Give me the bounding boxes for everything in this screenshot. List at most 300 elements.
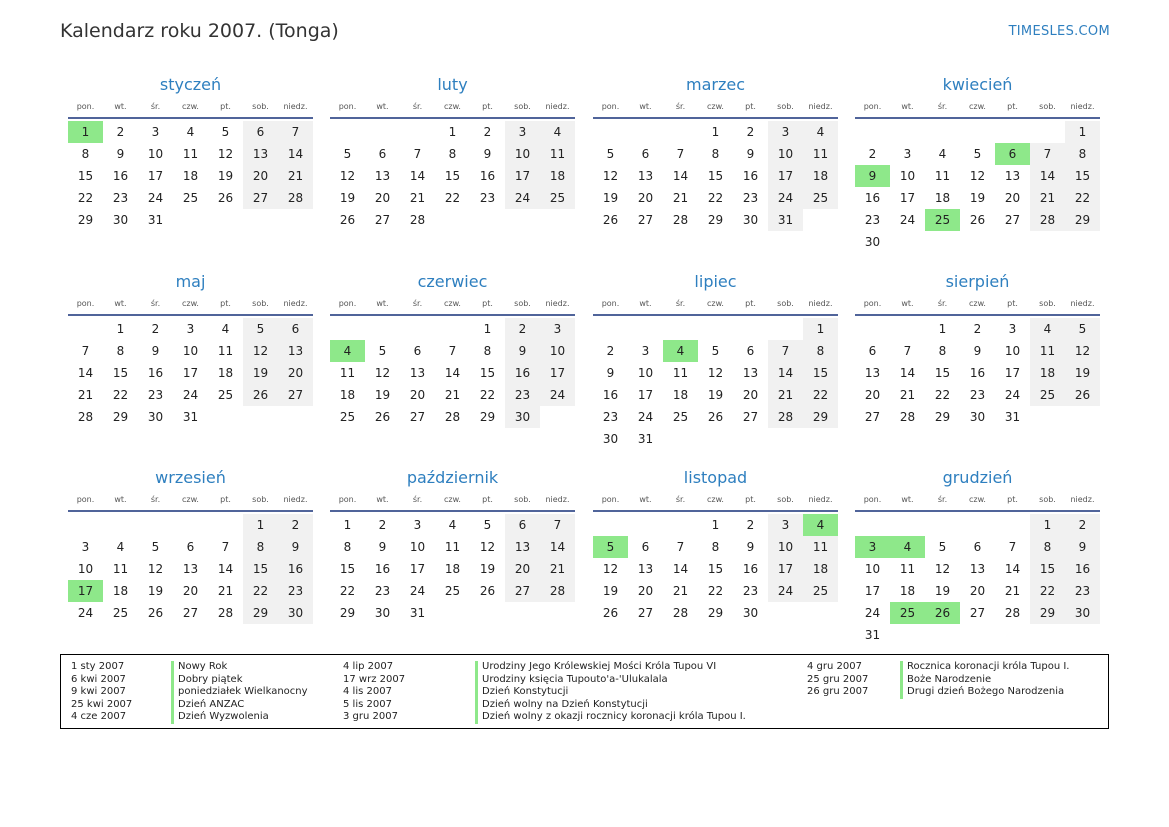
legend-holiday-name: Dzień wolny na Dzień Konstytucji — [475, 699, 746, 712]
day-cell: 5 — [378, 344, 387, 358]
weekday-label: sob. — [777, 299, 794, 308]
day-cell: 30 — [742, 606, 759, 620]
day-cell: 12 — [934, 562, 951, 576]
day-cell: 18 — [672, 388, 689, 402]
page-title: Kalendarz roku 2007. (Tonga) — [60, 20, 339, 42]
weekday-label: śr. — [937, 299, 948, 308]
day-cell: 13 — [374, 169, 391, 183]
day-cell: 31 — [182, 410, 199, 424]
weekday-label: pt. — [482, 102, 493, 111]
day-cell: 14 — [278, 143, 313, 165]
day-cell: 30 — [374, 606, 391, 620]
day-cell: 3 — [540, 318, 575, 340]
empty-cell — [890, 318, 925, 340]
day-cell: 19 — [479, 562, 496, 576]
empty-cell — [995, 121, 1030, 143]
empty-cell — [960, 514, 995, 536]
day-cell: 17 — [182, 366, 199, 380]
empty-cell — [890, 121, 925, 143]
legend-date: 4 cze 2007 — [71, 711, 127, 723]
weekday-label: niedz. — [283, 102, 308, 111]
weekday-label: pon. — [601, 102, 620, 111]
month-name: listopad — [683, 468, 748, 487]
day-cell: 24 — [768, 580, 803, 602]
day-cell: 13 — [969, 562, 986, 576]
month-block — [855, 467, 1100, 646]
weekday-label: wt. — [114, 495, 127, 504]
day-cell: 19 — [1065, 362, 1100, 384]
day-cell: 27 — [182, 606, 199, 620]
day-cell: 20 — [637, 584, 654, 598]
day-cell: 16 — [505, 362, 540, 384]
day-cell: 23 — [479, 191, 496, 205]
weekday-label: niedz. — [545, 299, 570, 308]
legend-holiday-name: Urodziny Jego Królewskiej Mości Króla Tupou VI — [475, 661, 746, 674]
weekday-label: niedz. — [545, 102, 570, 111]
holiday-day-cell: 3 — [855, 536, 890, 558]
weekday-label: sob. — [514, 299, 531, 308]
month-name: lipiec — [694, 272, 737, 291]
day-cell: 9 — [116, 147, 125, 161]
day-cell: 16 — [278, 558, 313, 580]
weekday-label: sob. — [252, 495, 269, 504]
day-cell: 25 — [112, 606, 129, 620]
weekday-label: niedz. — [283, 299, 308, 308]
day-grid — [68, 318, 313, 428]
empty-cell — [768, 318, 803, 340]
weekday-label: śr. — [412, 299, 423, 308]
day-cell: 22 — [1065, 187, 1100, 209]
holiday-day-cell: 25 — [890, 602, 925, 624]
day-cell: 10 — [505, 143, 540, 165]
empty-cell — [1030, 121, 1065, 143]
day-cell: 12 — [479, 540, 496, 554]
weekday-label: wt. — [114, 102, 127, 111]
day-cell: 3 — [768, 121, 803, 143]
day-cell: 24 — [505, 187, 540, 209]
empty-cell — [925, 514, 960, 536]
day-cell: 26 — [217, 191, 234, 205]
weekday-label: czw. — [182, 102, 199, 111]
day-cell: 2 — [378, 518, 387, 532]
day-cell: 27 — [969, 606, 986, 620]
day-cell: 19 — [934, 584, 951, 598]
day-cell: 15 — [243, 558, 278, 580]
month-block — [68, 74, 313, 231]
day-cell: 24 — [637, 410, 654, 424]
day-cell: 21 — [217, 584, 234, 598]
weekday-label: niedz. — [808, 495, 833, 504]
day-cell: 11 — [444, 540, 461, 554]
day-cell: 24 — [768, 187, 803, 209]
empty-cell — [663, 514, 698, 536]
day-cell: 29 — [243, 602, 278, 624]
day-cell: 22 — [1030, 580, 1065, 602]
weekday-label: wt. — [114, 299, 127, 308]
day-cell: 13 — [637, 169, 654, 183]
day-cell: 25 — [444, 584, 461, 598]
empty-cell — [663, 318, 698, 340]
day-cell: 7 — [768, 340, 803, 362]
day-cell: 29 — [934, 410, 951, 424]
day-cell: 10 — [768, 143, 803, 165]
day-cell: 7 — [413, 147, 422, 161]
day-cell: 11 — [182, 147, 199, 161]
legend-date: 1 sty 2007 — [71, 661, 125, 672]
legend-names-column — [900, 661, 1069, 699]
weekday-label: czw. — [969, 495, 986, 504]
weekday-label: śr. — [150, 299, 161, 308]
holiday-day-cell: 6 — [995, 143, 1030, 165]
day-cell: 20 — [969, 584, 986, 598]
month-name: maj — [175, 272, 206, 291]
weekday-label: niedz. — [1070, 299, 1095, 308]
weekday-label: pt. — [745, 102, 756, 111]
day-cell: 10 — [1004, 344, 1021, 358]
weekday-label: wt. — [376, 299, 389, 308]
weekday-label: pon. — [863, 299, 882, 308]
day-cell: 22 — [707, 584, 724, 598]
holiday-day-cell: 4 — [803, 514, 838, 536]
day-cell: 16 — [969, 366, 986, 380]
month-name: kwiecień — [942, 75, 1013, 94]
day-cell: 17 — [540, 362, 575, 384]
holiday-day-cell: 4 — [330, 340, 365, 362]
day-cell: 19 — [602, 584, 619, 598]
day-cell: 30 — [505, 406, 540, 428]
day-cell: 9 — [505, 340, 540, 362]
day-cell: 5 — [1065, 318, 1100, 340]
day-cell: 4 — [540, 121, 575, 143]
day-cell: 4 — [448, 518, 457, 532]
holiday-day-cell: 9 — [855, 165, 890, 187]
day-cell: 26 — [969, 213, 986, 227]
day-cell: 18 — [339, 388, 356, 402]
weekday-header — [593, 101, 838, 119]
day-cell: 6 — [641, 147, 650, 161]
day-cell: 3 — [413, 518, 422, 532]
day-cell: 30 — [1065, 602, 1100, 624]
day-cell: 25 — [803, 580, 838, 602]
day-cell: 15 — [479, 366, 496, 380]
day-cell: 3 — [81, 540, 90, 554]
empty-cell — [400, 318, 435, 340]
day-cell: 19 — [147, 584, 164, 598]
day-grid — [593, 318, 838, 450]
weekday-label: śr. — [675, 102, 686, 111]
day-cell: 2 — [505, 318, 540, 340]
holiday-legend — [60, 654, 1109, 729]
empty-cell — [628, 121, 663, 143]
day-cell: 3 — [505, 121, 540, 143]
weekday-label: wt. — [901, 299, 914, 308]
legend-date: 3 gru 2007 — [343, 711, 398, 723]
weekday-label: sob. — [777, 495, 794, 504]
day-cell: 30 — [147, 410, 164, 424]
day-grid — [68, 121, 313, 231]
weekday-label: sob. — [252, 299, 269, 308]
day-cell: 17 — [1004, 366, 1021, 380]
month-name: październik — [406, 468, 499, 487]
weekday-label: niedz. — [808, 299, 833, 308]
day-cell: 14 — [540, 536, 575, 558]
weekday-label: czw. — [182, 299, 199, 308]
empty-cell — [173, 514, 208, 536]
legend-dates-column — [807, 661, 868, 699]
weekday-label: pon. — [76, 102, 95, 111]
day-cell: 8 — [483, 344, 492, 358]
day-cell: 5 — [151, 540, 160, 554]
weekday-label: czw. — [444, 495, 461, 504]
day-cell: 28 — [768, 406, 803, 428]
day-cell: 29 — [112, 410, 129, 424]
day-cell: 23 — [864, 213, 881, 227]
weekday-header — [593, 494, 838, 512]
day-cell: 18 — [803, 165, 838, 187]
day-cell: 28 — [672, 213, 689, 227]
day-cell: 21 — [899, 388, 916, 402]
day-cell: 14 — [768, 362, 803, 384]
day-cell: 21 — [768, 384, 803, 406]
day-cell: 9 — [278, 536, 313, 558]
weekday-label: pon. — [338, 495, 357, 504]
weekday-header — [593, 298, 838, 316]
day-cell: 18 — [934, 191, 951, 205]
weekday-label: pt. — [1007, 299, 1018, 308]
day-cell: 2 — [746, 518, 755, 532]
day-cell: 6 — [868, 344, 877, 358]
day-cell: 11 — [803, 536, 838, 558]
day-cell: 4 — [221, 322, 230, 336]
day-cell: 27 — [409, 410, 426, 424]
day-cell: 17 — [768, 165, 803, 187]
weekday-label: śr. — [412, 495, 423, 504]
empty-cell — [593, 514, 628, 536]
month-name: wrzesień — [155, 468, 226, 487]
day-cell: 28 — [540, 580, 575, 602]
weekday-label: śr. — [150, 102, 161, 111]
day-cell: 27 — [637, 606, 654, 620]
day-cell: 8 — [116, 344, 125, 358]
weekday-label: czw. — [707, 299, 724, 308]
day-cell: 29 — [339, 606, 356, 620]
day-grid — [68, 514, 313, 624]
day-cell: 5 — [973, 147, 982, 161]
empty-cell — [208, 514, 243, 536]
weekday-label: wt. — [376, 495, 389, 504]
day-cell: 21 — [77, 388, 94, 402]
day-cell: 26 — [707, 410, 724, 424]
legend-dates-column — [343, 661, 405, 724]
day-cell: 10 — [864, 562, 881, 576]
day-cell: 27 — [1004, 213, 1021, 227]
day-cell: 16 — [374, 562, 391, 576]
day-cell: 28 — [1030, 209, 1065, 231]
weekday-label: śr. — [675, 495, 686, 504]
month-name: styczeń — [159, 75, 222, 94]
day-cell: 1 — [483, 322, 492, 336]
day-cell: 29 — [479, 410, 496, 424]
day-cell: 14 — [1030, 165, 1065, 187]
holiday-day-cell: 1 — [68, 121, 103, 143]
day-cell: 18 — [1030, 362, 1065, 384]
empty-cell — [628, 514, 663, 536]
day-cell: 6 — [505, 514, 540, 536]
empty-cell — [890, 514, 925, 536]
day-cell: 20 — [742, 388, 759, 402]
day-cell: 24 — [1004, 388, 1021, 402]
site-link[interactable]: TIMESLES.COM — [1008, 24, 1110, 39]
day-cell: 17 — [409, 562, 426, 576]
day-cell: 20 — [243, 165, 278, 187]
weekday-label: pon. — [338, 102, 357, 111]
day-cell: 15 — [707, 169, 724, 183]
day-cell: 25 — [1030, 384, 1065, 406]
day-cell: 3 — [186, 322, 195, 336]
day-cell: 1 — [711, 125, 720, 139]
weekday-label: niedz. — [545, 495, 570, 504]
day-cell: 23 — [742, 584, 759, 598]
day-cell: 10 — [409, 540, 426, 554]
day-cell: 31 — [768, 209, 803, 231]
day-cell: 23 — [147, 388, 164, 402]
day-cell: 29 — [803, 406, 838, 428]
empty-cell — [593, 318, 628, 340]
day-cell: 14 — [217, 562, 234, 576]
day-cell: 7 — [1008, 540, 1017, 554]
day-cell: 18 — [899, 584, 916, 598]
day-cell: 8 — [711, 147, 720, 161]
day-cell: 19 — [217, 169, 234, 183]
day-cell: 15 — [934, 366, 951, 380]
holiday-day-cell: 4 — [890, 536, 925, 558]
weekday-label: sob. — [1039, 495, 1056, 504]
day-cell: 7 — [1030, 143, 1065, 165]
empty-cell — [365, 121, 400, 143]
day-cell: 25 — [672, 410, 689, 424]
day-cell: 22 — [803, 384, 838, 406]
day-cell: 15 — [339, 562, 356, 576]
legend-holiday-name: Boże Narodzenie — [900, 674, 1069, 687]
day-cell: 21 — [540, 558, 575, 580]
day-cell: 30 — [969, 410, 986, 424]
day-cell: 28 — [77, 410, 94, 424]
day-cell: 5 — [711, 344, 720, 358]
day-cell: 4 — [116, 540, 125, 554]
day-cell: 20 — [182, 584, 199, 598]
day-cell: 3 — [641, 344, 650, 358]
day-cell: 24 — [540, 384, 575, 406]
day-cell: 18 — [444, 562, 461, 576]
day-cell: 14 — [77, 366, 94, 380]
day-cell: 10 — [182, 344, 199, 358]
day-cell: 17 — [768, 558, 803, 580]
day-cell: 3 — [1008, 322, 1017, 336]
day-cell: 12 — [602, 562, 619, 576]
day-cell: 8 — [1065, 143, 1100, 165]
day-cell: 24 — [899, 213, 916, 227]
weekday-label: śr. — [937, 495, 948, 504]
day-cell: 8 — [1030, 536, 1065, 558]
day-cell: 26 — [339, 213, 356, 227]
legend-holiday-name: Urodziny księcia Tupouto'a-'Ulukalala — [475, 674, 746, 687]
day-cell: 30 — [864, 235, 881, 249]
weekday-label: wt. — [639, 299, 652, 308]
day-cell: 23 — [505, 384, 540, 406]
day-cell: 30 — [278, 602, 313, 624]
day-cell: 21 — [278, 165, 313, 187]
weekday-label: wt. — [639, 495, 652, 504]
day-cell: 13 — [278, 340, 313, 362]
weekday-label: pon. — [863, 102, 882, 111]
day-cell: 28 — [899, 410, 916, 424]
day-cell: 8 — [803, 340, 838, 362]
empty-cell — [103, 514, 138, 536]
day-cell: 16 — [742, 562, 759, 576]
day-cell: 6 — [641, 540, 650, 554]
day-grid — [855, 514, 1100, 646]
day-cell: 2 — [606, 344, 615, 358]
weekday-label: śr. — [675, 299, 686, 308]
day-cell: 22 — [112, 388, 129, 402]
day-cell: 26 — [147, 606, 164, 620]
month-block — [593, 467, 838, 624]
weekday-label: niedz. — [1070, 102, 1095, 111]
empty-cell — [138, 514, 173, 536]
day-cell: 10 — [768, 536, 803, 558]
day-cell: 25 — [182, 191, 199, 205]
day-cell: 15 — [1065, 165, 1100, 187]
day-cell: 21 — [409, 191, 426, 205]
day-cell: 10 — [540, 340, 575, 362]
day-cell: 6 — [413, 344, 422, 358]
legend-holiday-name: Dzień wolny z okazji rocznicy koronacji króla Tupou I. — [475, 711, 746, 724]
day-cell: 18 — [540, 165, 575, 187]
day-cell: 20 — [637, 191, 654, 205]
weekday-label: pon. — [76, 495, 95, 504]
day-cell: 31 — [409, 606, 426, 620]
legend-date: 25 gru 2007 — [807, 673, 869, 685]
weekday-label: pon. — [601, 299, 620, 308]
legend-date: 4 lis 2007 — [343, 686, 392, 698]
month-block — [855, 271, 1100, 428]
day-cell: 27 — [864, 410, 881, 424]
day-cell: 22 — [77, 191, 94, 205]
weekday-label: niedz. — [808, 102, 833, 111]
day-cell: 21 — [672, 584, 689, 598]
empty-cell — [855, 121, 890, 143]
day-cell: 26 — [479, 584, 496, 598]
day-cell: 30 — [112, 213, 129, 227]
day-cell: 17 — [637, 388, 654, 402]
day-cell: 7 — [676, 147, 685, 161]
weekday-label: pt. — [482, 495, 493, 504]
day-cell: 11 — [934, 169, 951, 183]
day-cell: 27 — [374, 213, 391, 227]
legend-date: 6 kwi 2007 — [71, 673, 126, 685]
empty-cell — [698, 318, 733, 340]
legend-dates-column — [71, 661, 132, 724]
day-cell: 14 — [672, 562, 689, 576]
day-cell: 1 — [243, 514, 278, 536]
day-cell: 24 — [77, 606, 94, 620]
day-cell: 11 — [540, 143, 575, 165]
weekday-header — [68, 298, 313, 316]
day-grid — [330, 514, 575, 624]
day-cell: 22 — [934, 388, 951, 402]
day-cell: 24 — [409, 584, 426, 598]
day-cell: 8 — [243, 536, 278, 558]
